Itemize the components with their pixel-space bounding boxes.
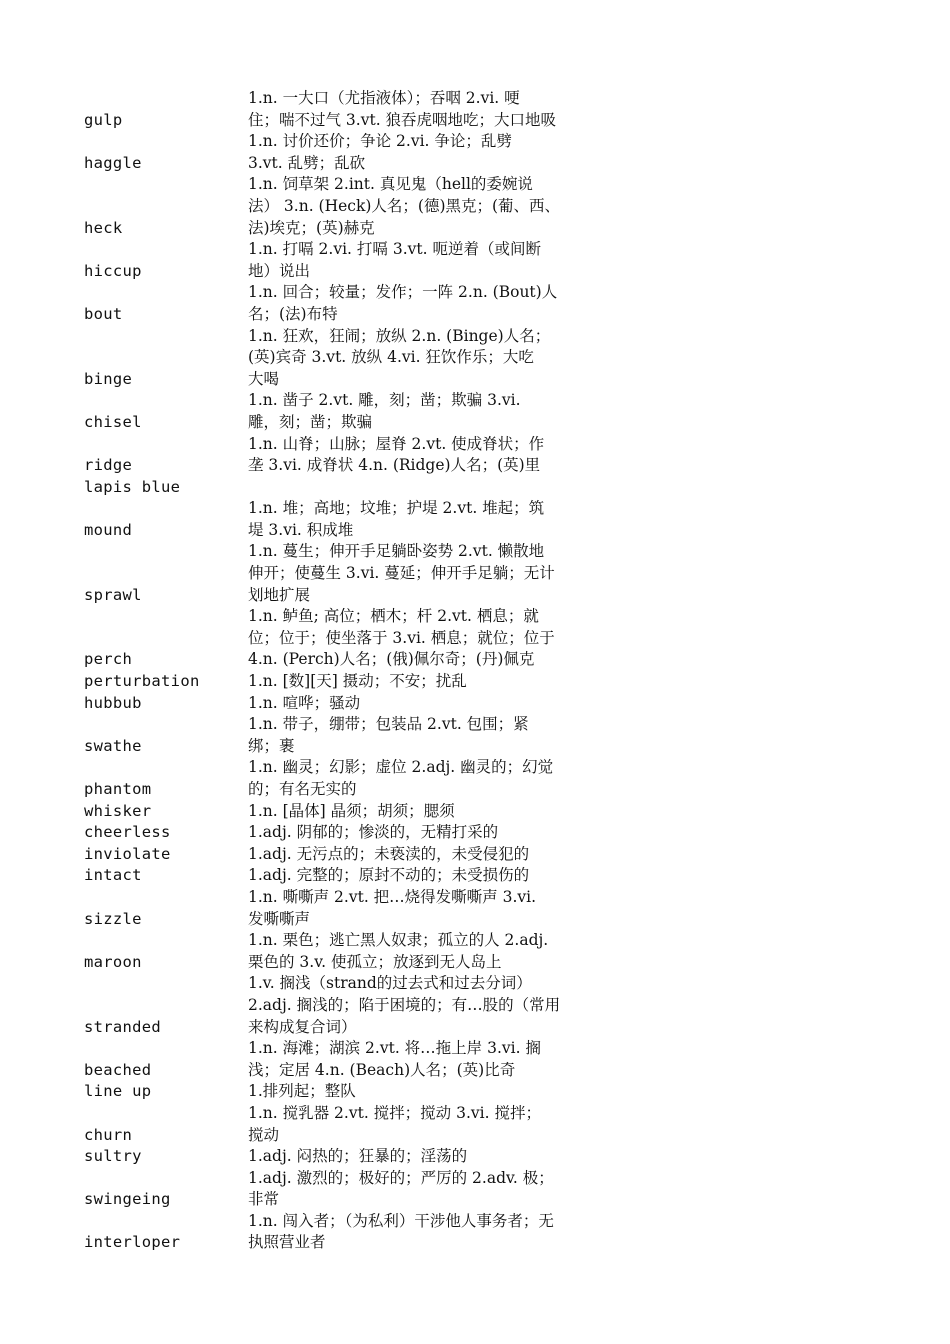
definition-line: 大喝 [248, 369, 280, 388]
definition-line: 1.n. 幽灵；幻影；虚位 2.adj. 幽灵的；幻觉 [248, 758, 554, 777]
vocab-entry [84, 930, 614, 973]
vocab-word: beached [84, 1060, 152, 1079]
vocab-definition [248, 606, 610, 671]
definition-line: 1.n. 搅乳器 2.vt. 搅拌；搅动 3.vi. 搅拌； [248, 1103, 541, 1122]
vocab-definition [248, 498, 610, 541]
vocab-word: chisel [84, 412, 142, 431]
vocab-entry [84, 477, 614, 499]
vocab-entry [84, 1081, 614, 1103]
definition-line: 1.n. 喧哗；骚动 [248, 693, 361, 712]
vocab-definition [248, 671, 610, 693]
vocab-entry [84, 174, 614, 239]
vocab-definition [248, 282, 610, 325]
vocab-definition [248, 239, 610, 282]
vocab-entry [84, 671, 614, 693]
vocab-entry [84, 606, 614, 671]
definition-line: 1.n. 打嗝 2.vi. 打嗝 3.vt. 呃逆着（或间断 [248, 240, 541, 259]
vocab-word: churn [84, 1125, 133, 1144]
vocab-definition [248, 973, 610, 1038]
vocab-definition [248, 1146, 610, 1168]
vocab-word: swingeing [84, 1190, 171, 1209]
vocab-word: sizzle [84, 909, 142, 928]
vocab-definition [248, 541, 610, 606]
vocab-definition [248, 1103, 610, 1146]
definition-line: 法)埃克；(英)赫克 [248, 218, 375, 237]
definition-line: 4.n. (Perch)人名；(俄)佩尔奇；(丹)佩克 [248, 650, 535, 669]
vocab-entry [84, 714, 614, 757]
vocab-word: hiccup [84, 261, 142, 280]
definition-line: 1.n. 一大口（尤指液体）；吞咽 2.vi. 哽 [248, 89, 520, 107]
definition-line: 1.n. 饲草架 2.int. 真见鬼（hell的委婉说 [248, 175, 533, 194]
vocab-word: gulp [84, 110, 123, 129]
definition-line [248, 477, 610, 499]
vocab-word: haggle [84, 153, 142, 172]
vocab-word: stranded [84, 1017, 162, 1036]
definition-line: 浅；定居 4.n. (Beach)人名；(英)比奇 [248, 1060, 516, 1079]
vocab-entry [84, 326, 614, 391]
definition-line: 划地扩展 [248, 585, 311, 604]
vocab-word: inviolate [84, 844, 171, 863]
vocab-word: whisker [84, 801, 152, 820]
definition-line: 的；有名无实的 [248, 780, 357, 798]
definition-line: 伸开；使蔓生 3.vi. 蔓延；伸开手足躺；无计 [248, 564, 555, 583]
vocab-definition [248, 390, 610, 433]
vocab-entry [84, 865, 614, 887]
vocab-entry [84, 498, 614, 541]
definition-line: 1.n. 讨价还价；争论 2.vi. 争论；乱劈 [248, 132, 512, 151]
vocab-entry [84, 1211, 614, 1254]
definition-line: 1.n. 凿子 2.vt. 雕，刻；凿；欺骗 3.vi. [248, 391, 521, 410]
definition-line: 1.adj. 完整的；原封不动的；未受损伤的 [248, 866, 530, 885]
definition-line: 1.n. 嘶嘶声 2.vt. 把…烧得发嘶嘶声 3.vi. [248, 887, 537, 906]
definition-line: 2.adj. 搁浅的；陷于困境的；有…股的（常用 [248, 995, 561, 1014]
definition-line: 垄 3.vi. 成脊状 4.n. (Ridge)人名；(英)里 [248, 456, 541, 475]
definition-line: 1.n. [晶体] 晶须；胡须；腮须 [248, 801, 455, 820]
definition-line: 1.n. 带子，绷带；包装品 2.vt. 包围；紧 [248, 715, 529, 734]
definition-line: 1.adj. 无污点的；未亵渎的，未受侵犯的 [248, 844, 530, 863]
vocab-entry [84, 1038, 614, 1081]
definition-line: 1.adj. 激烈的；极好的；严厉的 2.adv. 极； [248, 1168, 554, 1187]
vocab-entry [84, 239, 614, 282]
vocab-definition [248, 714, 610, 757]
vocab-entry [84, 822, 614, 844]
vocab-entry [84, 1103, 614, 1146]
vocab-word: sultry [84, 1147, 142, 1166]
vocab-entry [84, 801, 614, 823]
vocab-entry [84, 1168, 614, 1211]
vocab-word: swathe [84, 736, 142, 755]
vocab-word: ridge [84, 456, 133, 475]
definition-line: 1.n. [数][天] 摄动；不安；扰乱 [248, 672, 467, 691]
definition-line: 3.vt. 乱劈；乱砍 [248, 153, 366, 172]
vocab-definition [248, 693, 610, 715]
vocab-entry [84, 282, 614, 325]
vocab-definition [248, 757, 610, 800]
definition-line: 搅动 [248, 1125, 280, 1144]
definition-line: 地）说出 [248, 261, 311, 280]
definition-line: 执照营业者 [248, 1233, 326, 1252]
definition-line: 雕，刻；凿；欺骗 [248, 412, 373, 431]
vocab-definition [248, 865, 610, 887]
vocab-definition [248, 477, 610, 499]
definition-line: 法） 3.n. (Heck)人名；(德)黑克；(葡、西、 [248, 196, 561, 215]
vocab-definition [248, 887, 610, 930]
vocab-definition [248, 434, 610, 477]
vocab-entry [84, 1146, 614, 1168]
vocab-entry [84, 973, 614, 1038]
vocab-word: phantom [84, 780, 152, 798]
definition-line: 1.adj. 阴郁的；惨淡的，无精打采的 [248, 823, 499, 842]
definition-line: 1.n. 回合；较量；发作；一阵 2.n. (Bout)人 [248, 283, 558, 302]
vocab-word: lapis blue [84, 477, 181, 496]
definition-line: 名；(法)布特 [248, 304, 338, 323]
vocab-entry [84, 88, 614, 131]
vocab-word: interloper [84, 1233, 181, 1252]
vocab-word: mound [84, 520, 133, 539]
vocab-word: maroon [84, 952, 142, 971]
definition-line: 1.n. 鲈鱼; 高位；栖木；杆 2.vt. 栖息；就 [248, 607, 539, 626]
definition-line: 1.v. 搁浅（strand的过去式和过去分词） [248, 974, 532, 993]
definition-line: (英)宾奇 3.vt. 放纵 4.vi. 狂饮作乐；大吃 [248, 348, 534, 367]
vocab-word: cheerless [84, 823, 171, 842]
vocab-definition [248, 131, 610, 174]
vocabulary-table [84, 88, 614, 1254]
vocab-word: heck [84, 218, 123, 237]
definition-line: 1.n. 山脊；山脉；屋脊 2.vt. 使成脊状；作 [248, 434, 545, 453]
vocab-entry [84, 541, 614, 606]
vocab-word: sprawl [84, 585, 142, 604]
definition-line: 1.n. 栗色；逃亡黑人奴隶；孤立的人 2.adj. [248, 931, 549, 950]
vocab-definition [248, 1081, 610, 1103]
definition-line: 堤 3.vi. 积成堆 [248, 520, 354, 539]
definition-line: 住；喘不过气 3.vt. 狼吞虎咽地吃；大口地吸 [248, 110, 557, 129]
definition-line: 1.n. 闯入者；（为私利）干涉他人事务者；无 [248, 1211, 554, 1230]
definition-line: 非常 [248, 1190, 280, 1209]
definition-line: 1.排列起；整队 [248, 1082, 356, 1101]
vocab-entry [84, 434, 614, 477]
vocab-word: perch [84, 650, 133, 669]
vocab-definition [248, 1211, 610, 1254]
vocab-word: binge [84, 369, 133, 388]
vocab-definition [248, 1168, 610, 1211]
definition-line: 1.adj. 闷热的；狂暴的；淫荡的 [248, 1147, 468, 1166]
vocab-entry [84, 693, 614, 715]
vocab-entry [84, 757, 614, 800]
definition-line: 发嘶嘶声 [248, 909, 311, 928]
vocab-word: bout [84, 304, 123, 323]
definition-line: 1.n. 海滩；湖滨 2.vt. 将…拖上岸 3.vi. 搁 [248, 1039, 541, 1058]
vocab-entry [84, 131, 614, 174]
definition-line: 来构成复合词） [248, 1017, 357, 1036]
vocab-definition [248, 801, 610, 823]
vocab-word: perturbation [84, 672, 200, 691]
vocab-definition [248, 174, 610, 239]
vocab-definition [248, 1038, 610, 1081]
definition-line: 1.n. 狂欢，狂闹；放纵 2.n. (Binge)人名； [248, 326, 551, 345]
vocab-word: line up [84, 1082, 152, 1101]
definition-line: 位；位于；使坐落于 3.vi. 栖息；就位；位于 [248, 628, 555, 647]
definition-line: 栗色的 3.v. 使孤立；放逐到无人岛上 [248, 952, 502, 971]
vocab-word: intact [84, 866, 142, 885]
vocab-definition [248, 88, 610, 131]
vocab-word: hubbub [84, 693, 142, 712]
vocab-definition [248, 326, 610, 391]
definition-line: 1.n. 蔓生；伸开手足躺卧姿势 2.vt. 懒散地 [248, 542, 545, 561]
vocab-entry [84, 390, 614, 433]
vocab-definition [248, 844, 610, 866]
vocab-definition [248, 930, 610, 973]
vocab-definition [248, 822, 610, 844]
definition-line: 绑；裹 [248, 736, 295, 755]
definition-line: 1.n. 堆；高地；坟堆；护堤 2.vt. 堆起；筑 [248, 499, 545, 518]
vocab-entry [84, 844, 614, 866]
vocab-entry [84, 887, 614, 930]
